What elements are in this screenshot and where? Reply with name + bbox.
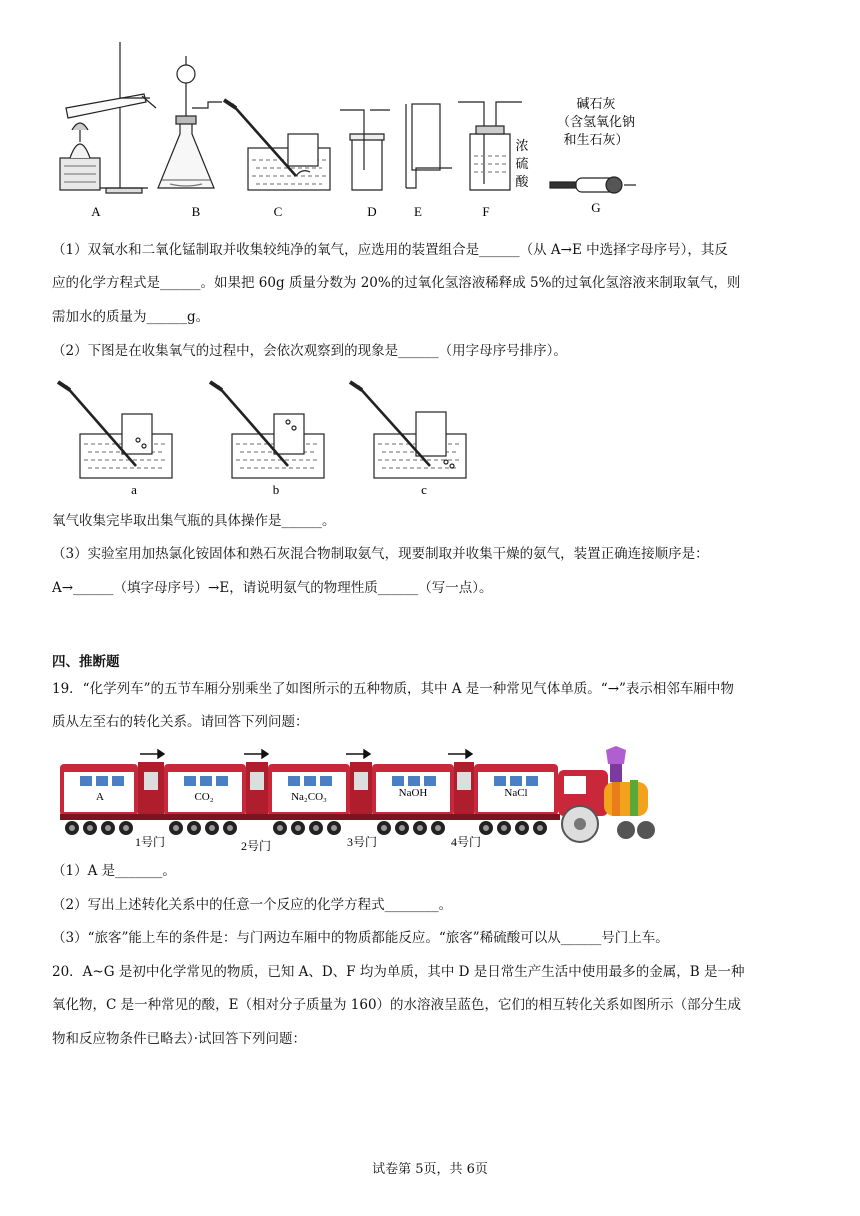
f-reagent-3: 酸 (515, 175, 529, 190)
collection-label-c: c (421, 482, 427, 497)
g-reagent-2: （含氢氧化钠 (556, 115, 636, 130)
collection-a (58, 382, 172, 478)
q18-p3-line2: A→______（填字母序号）→E，请说明氨气的物理性质______（写一点）。 (52, 580, 493, 596)
apparatus-label-f: F (482, 204, 490, 219)
q19-sub1: （1）A 是_______。 (52, 863, 176, 879)
apparatus-d (340, 110, 390, 190)
train-figure (60, 742, 660, 854)
collection-figure (52, 378, 472, 500)
section-title: 四、推断题 (52, 654, 120, 670)
apparatus-label-g: G (591, 200, 601, 215)
f-reagent-2: 硫 (515, 157, 529, 172)
apparatus-label-a: A (91, 204, 101, 219)
door-label-3: 3号门 (346, 835, 378, 849)
apparatus-label-c: C (273, 204, 283, 219)
q20-line1: 20．A~G 是初中化学常见的物质，已知 A、D、F 均为单质，其中 D 是日常生产生活中使用最多的金属，B 是一种 (52, 964, 745, 980)
door-label-4: 4号门 (450, 835, 482, 849)
car-label-4: NaOH (398, 787, 428, 799)
g-reagent-3: 和生石灰） (563, 133, 629, 148)
collection-label-b: b (272, 482, 280, 497)
q18-p2-after: 氧气收集完毕取出集气瓶的具体操作是______。 (52, 513, 336, 529)
door-label-2: 2号门 (240, 839, 272, 853)
q18-p1-line2: 应的化学方程式是______。如果把 60g 质量分数为 20%的过氧化氢溶液稀释成 5%的过氧化氢溶液来制取氧气，则 (52, 275, 741, 291)
q19-line2: 质从左至右的转化关系。请回答下列问题： (52, 714, 309, 730)
car-label-5: NaCl (504, 787, 528, 799)
car-label-2: CO₂ (194, 791, 214, 803)
car-label-3: Na₂CO₃ (291, 791, 327, 803)
q19-sub2: （2）写出上述转化关系中的任意一个反应的化学方程式________。 (52, 897, 453, 913)
door-label-1: 1号门 (134, 835, 166, 849)
apparatus-e (406, 104, 452, 188)
apparatus-figure (52, 38, 652, 222)
collection-label-a: a (131, 482, 137, 497)
apparatus-label-e: E (414, 204, 422, 219)
f-reagent-1: 浓 (515, 139, 529, 154)
apparatus-label-b: B (191, 204, 201, 219)
g-reagent-1: 碱石灰 (576, 97, 616, 112)
page-footer: 试卷第 5页，共 6页 (372, 1162, 488, 1177)
apparatus-f (458, 102, 522, 190)
car-label-1: A (96, 791, 104, 803)
apparatus-c (224, 100, 330, 190)
q19-line1: 19．“化学列车”的五节车厢分别乘坐了如图所示的五种物质，其中 A 是一种常见气体单质。“→”表示相邻车厢中物 (52, 681, 734, 697)
collection-c (350, 382, 466, 478)
apparatus-b (158, 56, 222, 188)
q20-line2: 氧化物，C 是一种常见的酸，E（相对分子质量为 160）的水溶液呈蓝色，它们的相互转化关系如图所示（部分生成 (52, 997, 742, 1013)
q18-p1-line3: 需加水的质量为______g。 (52, 309, 210, 325)
q19-sub3: （3）“旅客”能上车的条件是：与门两边车厢中的物质都能反应。“旅客”稀硫酸可以从______号门上车。 (52, 930, 669, 946)
apparatus-a (60, 42, 156, 193)
q18-p1-line1: （1）双氧水和二氧化锰制取并收集较纯净的氧气，应选用的装置组合是______（从 A→E 中选择字母序号），其反 (52, 242, 728, 258)
apparatus-label-d: D (367, 204, 377, 219)
q20-line3: 物和反应物条件已略去）·试回答下列问题： (52, 1031, 307, 1047)
apparatus-g (550, 177, 636, 193)
q18-p2: （2）下图是在收集氧气的过程中，会依次观察到的现象是______（用字母序号排序）。 (52, 343, 567, 359)
collection-b (210, 382, 324, 478)
q18-p3-line1: （3）实验室用加热氯化铵固体和熟石灰混合物制取氨气，现要制取并收集干燥的氨气，装置正确连接顺序是： (52, 546, 709, 562)
